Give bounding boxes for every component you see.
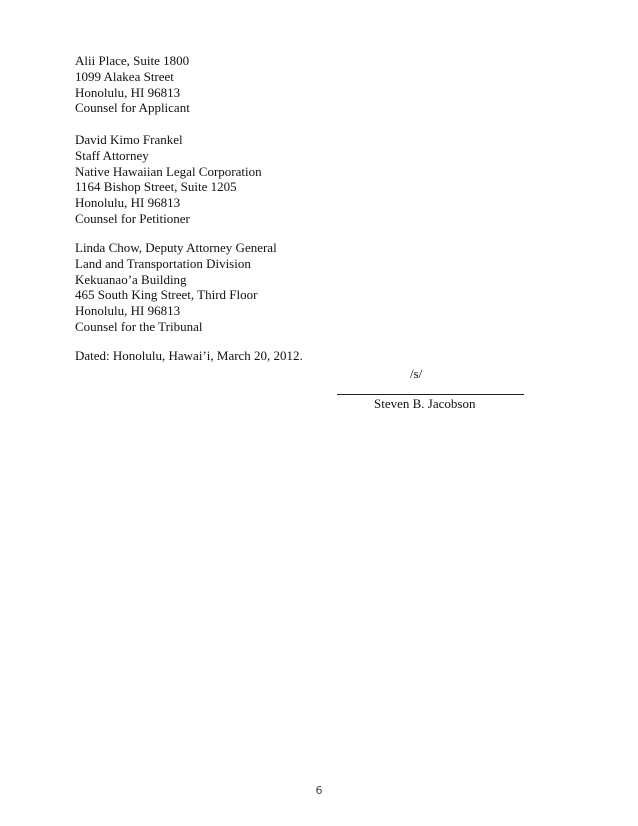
counsel-role: Counsel for Petitioner xyxy=(75,210,190,226)
applicant-counsel-address-block xyxy=(75,53,190,116)
address-line: 1164 Bishop Street, Suite 1205 xyxy=(75,179,237,195)
counsel-name: David Kimo Frankel xyxy=(75,132,183,147)
tribunal-counsel-address-block xyxy=(75,240,277,335)
counsel-title: Staff Attorney xyxy=(75,147,149,163)
address-line: Alii Place, Suite 1800 xyxy=(75,53,190,68)
signature-line xyxy=(337,394,524,395)
address-line: Honolulu, HI 96813 xyxy=(75,303,181,319)
address-line: 465 South King Street, Third Floor xyxy=(75,287,258,303)
address-line: Honolulu, HI 96813 xyxy=(75,195,181,211)
counsel-name: Linda Chow, Deputy Attorney General xyxy=(75,240,277,255)
signatory-name: Steven B. Jacobson xyxy=(374,396,476,411)
address-line: Honolulu, HI 96813 xyxy=(75,84,181,100)
page-number: 6 xyxy=(315,784,323,797)
building-name: Kekuanao’a Building xyxy=(75,271,187,287)
address-line: 1099 Alakea Street xyxy=(75,68,174,84)
dated-line: Dated: Honolulu, Hawai’i, March 20, 2012. xyxy=(75,348,303,363)
petitioner-counsel-address-block xyxy=(75,132,262,227)
organization-name: Native Hawaiian Legal Corporation xyxy=(75,163,262,179)
organization-name: Land and Transportation Division xyxy=(75,255,251,271)
signature-mark: /s/ xyxy=(410,366,423,381)
counsel-role: Counsel for the Tribunal xyxy=(75,318,203,334)
counsel-role: Counsel for Applicant xyxy=(75,100,190,116)
